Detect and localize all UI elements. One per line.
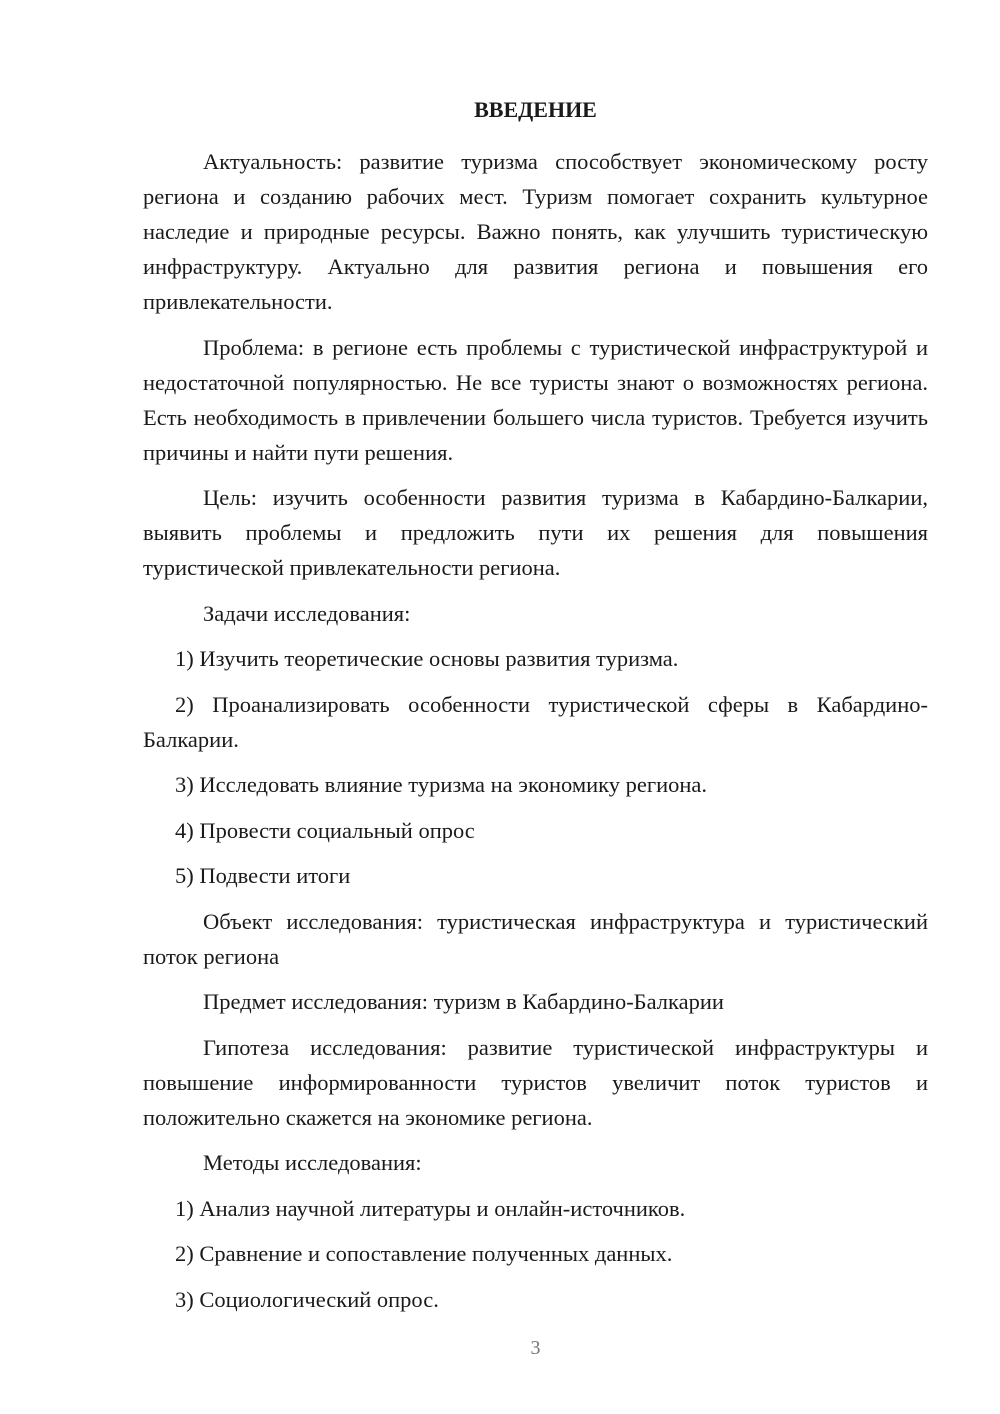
- list-item: 1) Изучить теоретические основы развития туризма.: [175, 646, 679, 671]
- document-page: [143, 0, 928, 1414]
- paragraph-goal: Цель: изучить особенности развития туризма в Кабардино-Балкарии, выявить проблемы и предложить пути их решения для повышения туристической привлекательности региона.: [143, 485, 928, 580]
- paragraph-relevance: Актуальность: развитие туризма способствует экономическому росту региона и созданию рабочих мест. Туризм помогает сохранить культурное наследие и природные ресурсы. Важно понять, как улучшить туристическую инфраструктуру. Актуально для развития региона и повышения его привлекательности.: [143, 149, 928, 314]
- page-number: 3: [530, 1337, 541, 1359]
- list-item: 1) Анализ научной литературы и онлайн-источников.: [175, 1195, 686, 1221]
- document-body: [143, 144, 928, 1317]
- list-item: 2) Проанализировать особенности туристической сферы в Кабардино-Балкарии.: [143, 691, 928, 752]
- list-item: 3) Социологический опрос.: [175, 1286, 439, 1312]
- list-item: 4) Провести социальный опрос: [175, 817, 475, 843]
- paragraph-object: Объект исследования: туристическая инфраструктура и туристический поток региона: [143, 908, 928, 969]
- paragraph-subject: Предмет исследования: туризм в Кабардино-Балкарии: [203, 989, 724, 1014]
- paragraph-problem: Проблема: в регионе есть проблемы с туристической инфраструктурой и недостаточной популярностью. Не все туристы знают о возможностях региона. Есть необходимость в привлечении большего числа туристов. Требуется изучить причины и найти пути решения.: [143, 334, 928, 465]
- list-item: 2) Сравнение и сопоставление полученных данных.: [175, 1241, 673, 1266]
- list-item: 3) Исследовать влияние туризма на экономику региона.: [175, 772, 708, 797]
- page-title: ВВЕДЕНИЕ: [474, 97, 597, 122]
- methods-heading: Методы исследования:: [203, 1150, 422, 1175]
- list-item: 5) Подвести итоги: [175, 863, 351, 888]
- paragraph-hypothesis: Гипотеза исследования: развитие туристической инфраструктуры и повышение информированности туристов увеличит поток туристов и положительно скажется на экономике региона.: [143, 1034, 928, 1130]
- tasks-heading: Задачи исследования:: [203, 600, 411, 626]
